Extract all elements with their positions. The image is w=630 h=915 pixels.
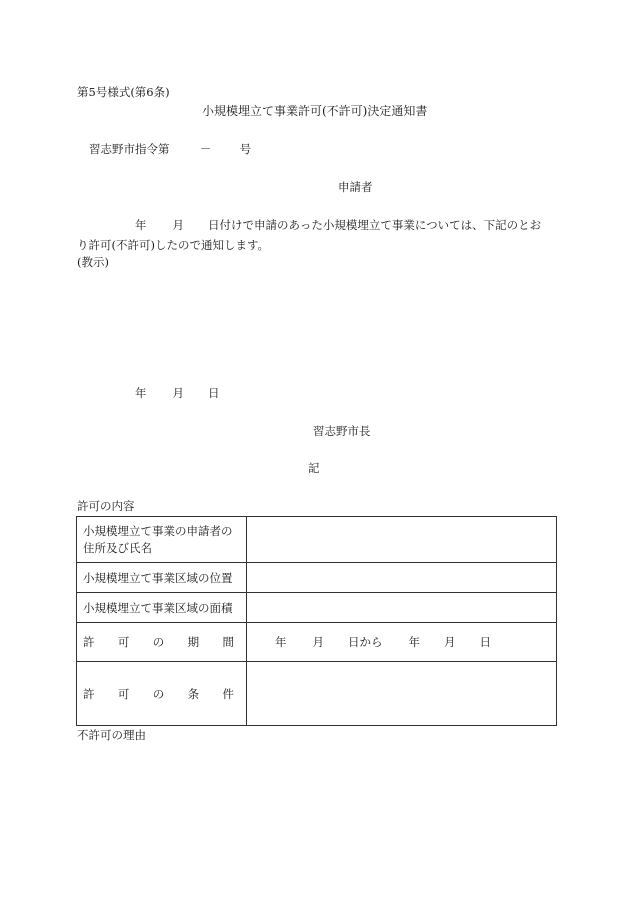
instruction-label: (教示) — [77, 255, 109, 269]
condition-char: 可 — [117, 686, 130, 701]
project-area-label: 小規模埋立て事業区域の面積 — [77, 593, 247, 623]
project-area-value — [247, 593, 557, 623]
condition-char: 条 — [187, 686, 200, 701]
directive-prefix: 習志野市指令第 — [89, 142, 170, 156]
body-line1-rest: 日付けで申請のあった小規模埋立て事業については、下記のとお — [208, 218, 542, 232]
permit-period-value — [247, 623, 557, 662]
directive-dash: － — [199, 142, 212, 156]
issuer-name: 習志野市長 — [313, 424, 371, 438]
applicant-address-value — [247, 517, 557, 563]
table-row — [77, 517, 557, 563]
ki-heading: 記 — [308, 461, 320, 475]
period-char: の — [152, 635, 165, 649]
permit-conditions-value — [247, 662, 557, 726]
denial-reason-title: 不許可の理由 — [77, 728, 146, 742]
permit-period-label — [77, 623, 247, 662]
condition-char: 許 — [83, 686, 95, 701]
period-from: 日から — [348, 635, 383, 649]
table-row — [77, 593, 557, 623]
form-number: 第5号様式(第6条) — [77, 85, 170, 99]
directive-number — [89, 143, 251, 157]
project-location-label: 小規模埋立て事業区域の位置 — [77, 563, 247, 593]
period-day2: 日 — [479, 635, 491, 649]
date-line — [135, 387, 220, 401]
document-title: 小規模埋立て事業許可(不許可)決定通知書 — [202, 104, 428, 118]
period-char: 期 — [187, 635, 200, 649]
permit-section-title: 許可の内容 — [77, 499, 135, 513]
notice-body — [77, 215, 555, 255]
period-char: 間 — [222, 635, 234, 649]
period-char: 可 — [117, 635, 130, 649]
permit-conditions-label — [77, 662, 247, 726]
body-month: 月 — [172, 218, 184, 232]
date-day: 日 — [208, 386, 220, 400]
project-location-value — [247, 563, 557, 593]
period-year2: 年 — [408, 635, 420, 649]
period-char: 許 — [83, 635, 95, 649]
period-year1: 年 — [275, 635, 287, 649]
date-month: 月 — [172, 386, 184, 400]
date-year: 年 — [135, 386, 147, 400]
condition-char: 件 — [222, 686, 234, 701]
period-month1: 月 — [312, 635, 324, 649]
directive-suffix: 号 — [239, 142, 252, 156]
applicant-address-label: 小規模埋立て事業の申請者の住所及び氏名 — [77, 517, 247, 563]
body-year: 年 — [135, 218, 147, 232]
body-line2: り許可(不許可)したので通知します。 — [77, 238, 270, 252]
table-row — [77, 563, 557, 593]
permit-details-table — [76, 516, 557, 726]
table-row — [77, 623, 557, 662]
condition-char: の — [152, 686, 165, 701]
table-row — [77, 662, 557, 726]
period-month2: 月 — [444, 635, 456, 649]
applicant-label: 申請者 — [338, 180, 373, 194]
